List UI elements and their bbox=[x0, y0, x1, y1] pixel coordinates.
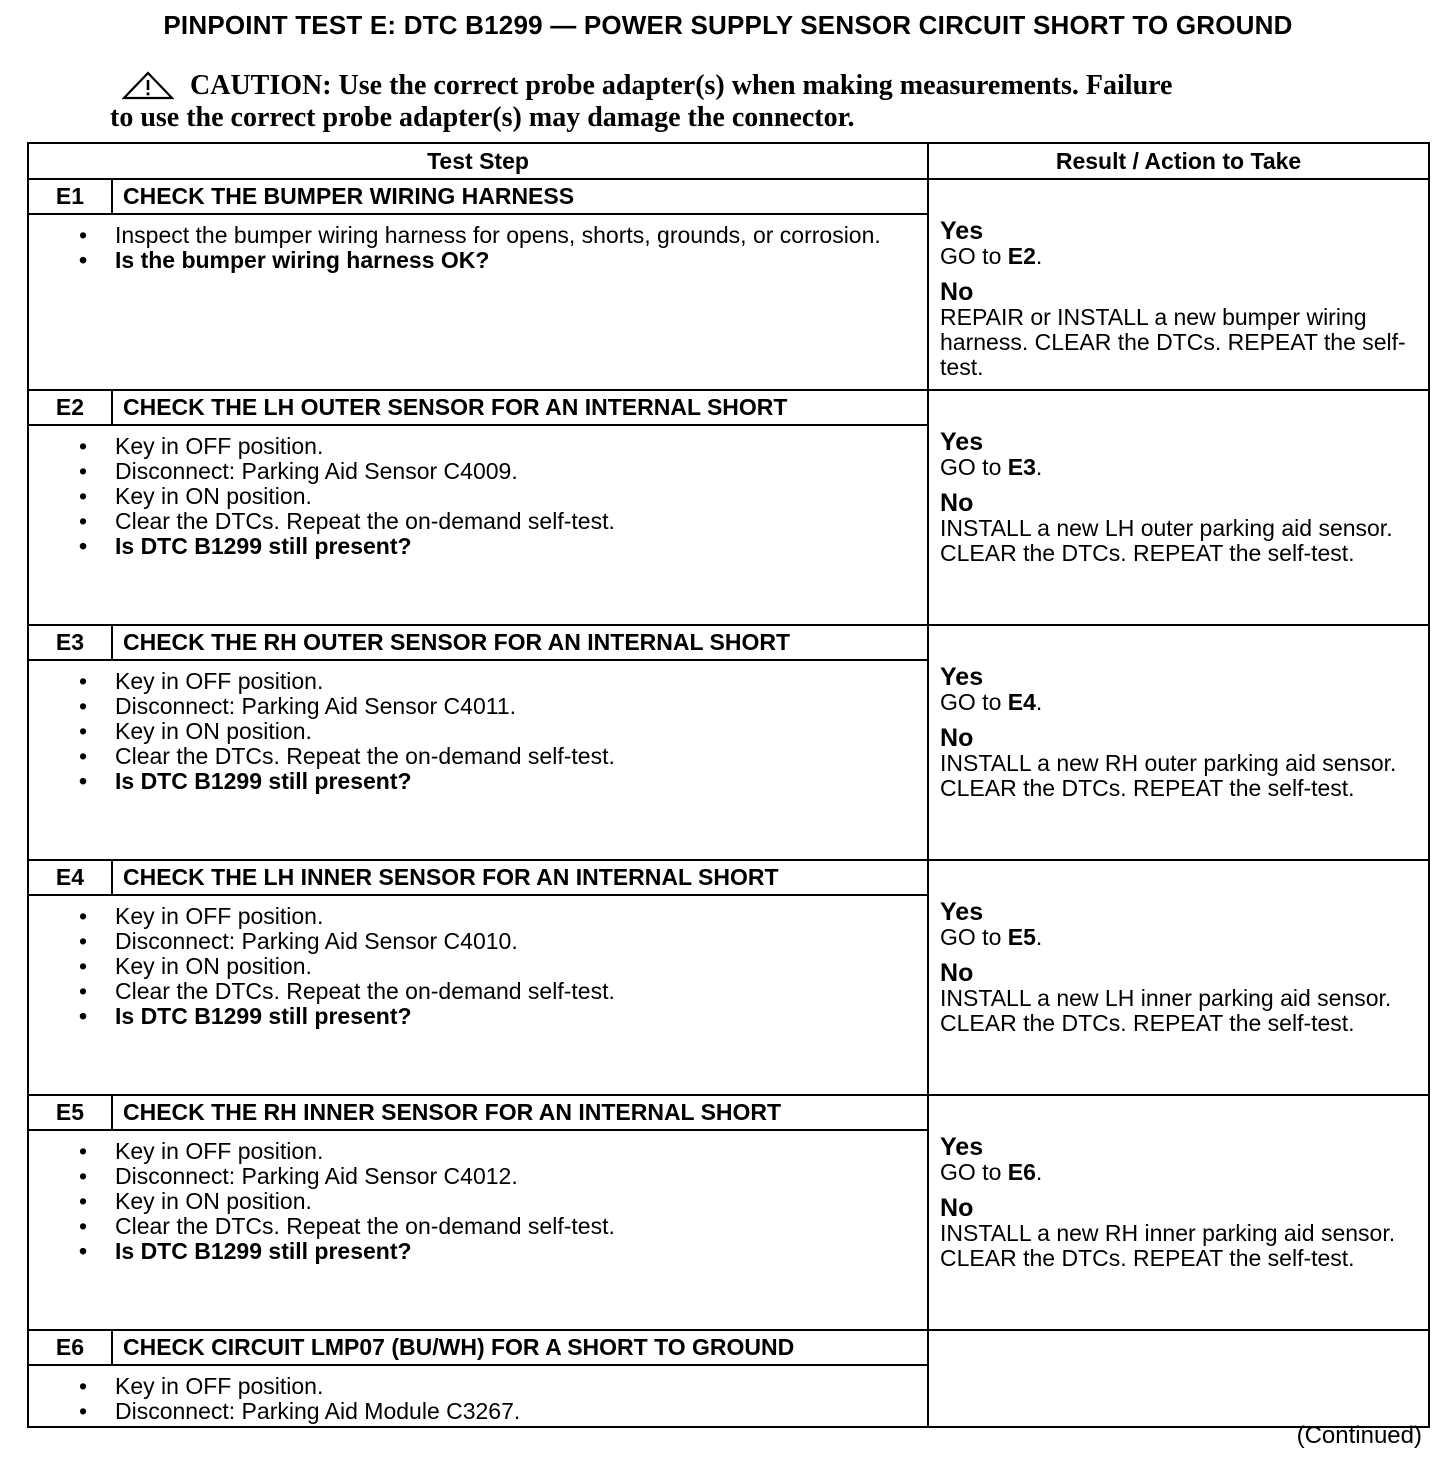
yes-action: GO to E3. bbox=[940, 454, 1043, 480]
step-question: • Is the bumper wiring harness OK? bbox=[75, 248, 907, 273]
list-item: • Key in ON position. bbox=[75, 954, 907, 979]
step-question: • Is DTC B1299 still present? bbox=[75, 1239, 907, 1264]
yes-label: Yes bbox=[940, 428, 984, 456]
step-heading: CHECK THE LH INNER SENSOR FOR AN INTERNAL SHORT bbox=[112, 860, 928, 895]
step-id: E5 bbox=[28, 1095, 112, 1130]
list-item: • Key in OFF position. bbox=[75, 904, 907, 929]
list-item: • Clear the DTCs. Repeat the on-demand self-test. bbox=[75, 744, 907, 769]
list-item: • Key in OFF position. bbox=[75, 434, 907, 459]
list-item: • Key in OFF position. bbox=[75, 1139, 907, 1164]
step-instructions bbox=[28, 1130, 928, 1330]
step-instructions bbox=[28, 895, 928, 1095]
step-bullet-list bbox=[29, 1366, 927, 1424]
step-result-cell bbox=[928, 860, 1429, 1095]
yes-label: Yes bbox=[940, 663, 984, 691]
caution-note bbox=[110, 70, 1310, 134]
yes-label: Yes bbox=[940, 217, 984, 245]
step-id: E1 bbox=[28, 179, 112, 214]
header-test-step: Test Step bbox=[28, 143, 928, 179]
yes-text: GO to bbox=[940, 924, 1008, 950]
continued-note: (Continued) bbox=[1296, 1422, 1422, 1449]
step-bullet-list bbox=[29, 426, 927, 559]
step-result bbox=[929, 626, 1428, 801]
steps-body bbox=[28, 179, 1429, 1427]
step-result-cell bbox=[928, 1330, 1429, 1427]
step-instructions bbox=[28, 214, 928, 390]
yes-target-link[interactable]: E3 bbox=[1007, 454, 1036, 480]
step-heading-row bbox=[28, 179, 1429, 214]
yes-text: GO to bbox=[940, 454, 1008, 480]
caution-line-2: to use the correct probe adapter(s) may damage the connector. bbox=[110, 102, 855, 133]
no-action: INSTALL a new LH inner parking aid sensor. CLEAR the DTCs. REPEAT the self-test. bbox=[940, 985, 1392, 1036]
list-item: • Key in ON position. bbox=[75, 1189, 907, 1214]
step-question: • Is DTC B1299 still present? bbox=[75, 1004, 907, 1029]
step-id: E2 bbox=[28, 390, 112, 425]
step-instructions bbox=[28, 1365, 928, 1427]
no-label: No bbox=[940, 278, 974, 306]
no-action: INSTALL a new RH outer parking aid sensor. CLEAR the DTCs. REPEAT the self-test. bbox=[940, 750, 1397, 801]
no-label: No bbox=[940, 489, 974, 517]
yes-action: GO to E6. bbox=[940, 1159, 1043, 1185]
caution-line-1: CAUTION: Use the correct probe adapter(s) when making measurements. Failure bbox=[190, 70, 1173, 101]
step-bullet-list bbox=[29, 1131, 927, 1264]
yes-action: GO to E2. bbox=[940, 243, 1043, 269]
no-action: REPAIR or INSTALL a new bumper wiring harness. CLEAR the DTCs. REPEAT the self-test. bbox=[940, 304, 1406, 380]
step-bullet-list bbox=[29, 661, 927, 794]
no-label: No bbox=[940, 724, 974, 752]
page-title: PINPOINT TEST E: DTC B1299 — POWER SUPPLY SENSOR CIRCUIT SHORT TO GROUND bbox=[163, 10, 1293, 40]
step-result bbox=[929, 861, 1428, 1036]
list-item: • Key in OFF position. bbox=[75, 669, 907, 694]
yes-target-link[interactable]: E4 bbox=[1007, 689, 1036, 715]
step-result-cell bbox=[928, 390, 1429, 625]
no-label: No bbox=[940, 1194, 974, 1222]
yes-label: Yes bbox=[940, 1133, 984, 1161]
step-question: • Is DTC B1299 still present? bbox=[75, 769, 907, 794]
step-heading: CHECK THE BUMPER WIRING HARNESS bbox=[112, 179, 928, 214]
step-result bbox=[929, 1096, 1428, 1271]
yes-target-link[interactable]: E2 bbox=[1007, 243, 1036, 269]
step-heading-row bbox=[28, 1330, 1429, 1365]
step-question: • Is DTC B1299 still present? bbox=[75, 534, 907, 559]
step-result-cell bbox=[928, 1095, 1429, 1330]
yes-text: GO to bbox=[940, 1159, 1008, 1185]
yes-action: GO to E5. bbox=[940, 924, 1043, 950]
step-heading-row bbox=[28, 1095, 1429, 1130]
list-item: • Key in ON position. bbox=[75, 719, 907, 744]
step-id: E6 bbox=[28, 1330, 112, 1365]
step-result bbox=[929, 391, 1428, 566]
pinpoint-test-table bbox=[27, 142, 1430, 1428]
yes-target-link[interactable]: E6 bbox=[1007, 1159, 1036, 1185]
step-heading: CHECK THE RH OUTER SENSOR FOR AN INTERNAL SHORT bbox=[112, 625, 928, 660]
step-heading: CHECK THE RH INNER SENSOR FOR AN INTERNAL SHORT bbox=[112, 1095, 928, 1130]
no-action: INSTALL a new LH outer parking aid sensor. CLEAR the DTCs. REPEAT the self-test. bbox=[940, 515, 1393, 566]
yes-text: GO to bbox=[940, 689, 1008, 715]
step-heading-row bbox=[28, 625, 1429, 660]
step-result-cell bbox=[928, 625, 1429, 860]
yes-label: Yes bbox=[940, 898, 984, 926]
yes-target-link[interactable]: E5 bbox=[1007, 924, 1036, 950]
step-instructions bbox=[28, 425, 928, 625]
warning-triangle-icon bbox=[122, 71, 174, 101]
list-item: • Clear the DTCs. Repeat the on-demand self-test. bbox=[75, 1214, 907, 1239]
step-instructions bbox=[28, 660, 928, 860]
step-heading: CHECK CIRCUIT LMP07 (BU/WH) FOR A SHORT TO GROUND bbox=[112, 1330, 928, 1365]
step-bullet-list bbox=[29, 896, 927, 1029]
list-item: • Key in OFF position. bbox=[75, 1374, 907, 1399]
step-heading-row bbox=[28, 860, 1429, 895]
list-item: • Disconnect: Parking Aid Sensor C4011. bbox=[75, 694, 907, 719]
list-item: • Clear the DTCs. Repeat the on-demand self-test. bbox=[75, 509, 907, 534]
list-item: • Clear the DTCs. Repeat the on-demand self-test. bbox=[75, 979, 907, 1004]
table-header-row bbox=[28, 143, 1429, 179]
no-action: INSTALL a new RH inner parking aid sensor. CLEAR the DTCs. REPEAT the self-test. bbox=[940, 1220, 1396, 1271]
list-item: • Disconnect: Parking Aid Sensor C4010. bbox=[75, 929, 907, 954]
no-label: No bbox=[940, 959, 974, 987]
step-result-cell bbox=[928, 179, 1429, 390]
step-id: E3 bbox=[28, 625, 112, 660]
list-item: • Inspect the bumper wiring harness for opens, shorts, grounds, or corrosion. bbox=[75, 223, 907, 248]
step-id: E4 bbox=[28, 860, 112, 895]
step-result bbox=[929, 180, 1428, 380]
step-heading-row bbox=[28, 390, 1429, 425]
header-result-action: Result / Action to Take bbox=[928, 143, 1429, 179]
list-item: • Disconnect: Parking Aid Sensor C4012. bbox=[75, 1164, 907, 1189]
list-item: • Key in ON position. bbox=[75, 484, 907, 509]
step-heading: CHECK THE LH OUTER SENSOR FOR AN INTERNAL SHORT bbox=[112, 390, 928, 425]
list-item: • Disconnect: Parking Aid Sensor C4009. bbox=[75, 459, 907, 484]
list-item: • Disconnect: Parking Aid Module C3267. bbox=[75, 1399, 907, 1424]
yes-text: GO to bbox=[940, 243, 1008, 269]
yes-action: GO to E4. bbox=[940, 689, 1043, 715]
step-bullet-list bbox=[29, 215, 927, 273]
